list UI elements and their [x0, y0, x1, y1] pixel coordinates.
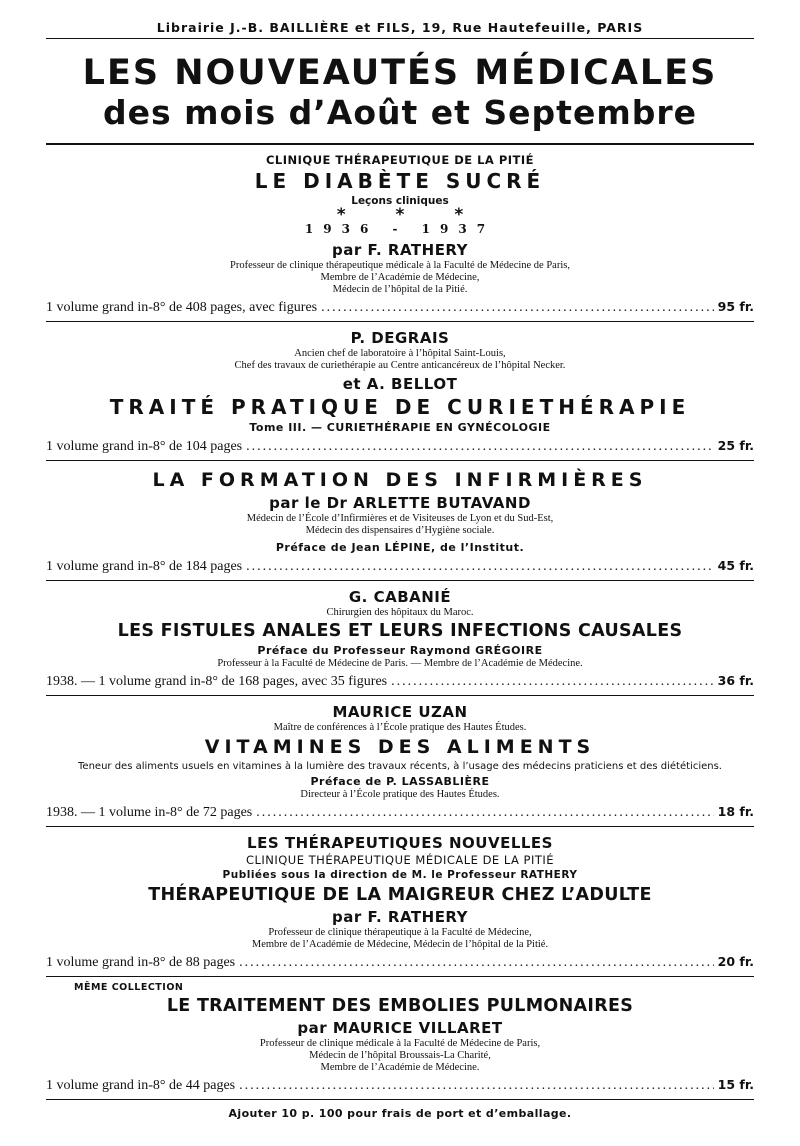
price: 18 fr.	[717, 804, 754, 819]
publisher-header: Librairie J.-B. BAILLIÈRE et FILS, 19, Rue Hautefeuille, PARIS	[156, 20, 644, 35]
collection-label: MÊME COLLECTION	[74, 982, 184, 993]
book-title: LE DIABÈTE SUCRÉ	[254, 169, 546, 193]
preface-desc: Professeur à la Faculté de Médecine de Paris. — Membre de l’Académie de Médecine.	[217, 658, 583, 669]
volume-line	[46, 672, 754, 691]
book-title: LE TRAITEMENT DES EMBOLIES PULMONAIRES	[166, 996, 634, 1016]
leader-dots	[239, 1077, 714, 1095]
leader-dots	[239, 954, 714, 972]
volume-text: 1 volume grand in-8° de 408 pages, avec figures	[46, 300, 318, 315]
author-desc: Professeur de clinique thérapeutique à la Faculté de Médecine,	[268, 927, 532, 938]
book-subtitle: Tome III. — CURIETHÉRAPIE EN GYNÉCOLOGIE	[249, 421, 551, 434]
leader-dots	[256, 804, 713, 822]
book-entry-maigreur	[46, 827, 754, 976]
book-overline: CLINIQUE THÉRAPEUTIQUE MÉDICALE DE LA PITIÉ	[245, 853, 555, 867]
book-author: par F. RATHERY	[331, 241, 469, 259]
author-desc: Ancien chef de laboratoire à l’hôpital Saint-Louis,	[294, 348, 506, 359]
page-subtitle: des mois d’Août et Septembre	[103, 93, 697, 132]
price: 45 fr.	[717, 558, 754, 573]
book-author: par le Dr ARLETTE BUTAVAND	[269, 494, 531, 512]
series-direction: Publiées sous la direction de M. le Professeur RATHERY	[222, 869, 578, 881]
book-preface: Préface de P. LASSABLIÈRE	[310, 775, 490, 788]
book-author: G. CABANIÉ	[348, 588, 452, 606]
author-desc: Membre de l’Académie de Médecine,	[320, 272, 480, 283]
stars-ornament: * * *	[336, 205, 486, 225]
book-entry-vitamines	[46, 696, 754, 826]
book-entry-fistules	[46, 581, 754, 695]
volume-text: 1 volume grand in-8° de 104 pages	[46, 439, 243, 454]
author-desc: Professeur de clinique médicale à la Faculté de Médecine de Paris,	[259, 1038, 541, 1049]
author-desc: Chirurgien des hôpitaux du Maroc.	[326, 607, 474, 618]
book-author: P. DEGRAIS	[350, 329, 450, 347]
author-desc: Médecin des dispensaires d’Hygiène sociale.	[305, 525, 495, 536]
book-entry-diabete	[46, 145, 754, 321]
book-entry-infirmieres	[46, 461, 754, 580]
volume-text: 1 volume grand in-8° de 44 pages	[46, 1078, 236, 1093]
author-desc: Professeur de clinique thérapeutique médicale à la Faculté de Médecine de Paris,	[230, 260, 570, 271]
volume-line	[46, 1076, 754, 1095]
book-author: par F. RATHERY	[331, 908, 469, 926]
leader-dots	[321, 299, 714, 317]
author-desc: Membre de l’Académie de Médecine.	[320, 1062, 480, 1073]
divider	[46, 1099, 754, 1100]
price: 15 fr.	[717, 1077, 754, 1092]
volume-text: 1 volume grand in-8° de 88 pages	[46, 955, 236, 970]
divider	[46, 38, 754, 39]
book-title: VITAMINES DES ALIMENTS	[204, 736, 596, 758]
author-desc: Maître de conférences à l’École pratique des Hautes Études.	[273, 722, 527, 733]
author-desc: Médecin de l’hôpital Broussais-La Charité,	[309, 1050, 491, 1061]
series-title: LES THÉRAPEUTIQUES NOUVELLES	[247, 834, 553, 852]
leader-dots	[246, 438, 714, 456]
book-subtitle: Leçons cliniques	[351, 195, 449, 207]
book-overline: CLINIQUE THÉRAPEUTIQUE DE LA PITIÉ	[265, 153, 535, 167]
price: 95 fr.	[717, 299, 754, 314]
volume-line	[46, 298, 754, 317]
book-author: par MAURICE VILLARET	[297, 1019, 503, 1037]
price: 20 fr.	[717, 954, 754, 969]
book-entry-embolies	[46, 977, 754, 1099]
book-subtitle: Teneur des aliments usuels en vitamines à la lumière des travaux récents, à l’usage des médecins praticiens et des diététiciens.	[78, 761, 722, 772]
volume-line	[46, 803, 754, 822]
book-entry-curietherapie	[46, 322, 754, 460]
book-preface: Préface de Jean LÉPINE, de l’Institut.	[275, 541, 525, 554]
leader-dots	[391, 673, 714, 691]
volume-line	[46, 557, 754, 576]
author-desc: Médecin de l’École d’Infirmières et de Visiteuses de Lyon et du Sud-Est,	[246, 513, 554, 524]
book-years: 1936 - 1937	[304, 222, 496, 236]
book-author: MAURICE UZAN	[332, 703, 468, 721]
book-coauthor: et A. BELLOT	[342, 375, 458, 393]
book-title: THÉRAPEUTIQUE DE LA MAIGREUR CHEZ L’ADULTE	[148, 885, 652, 905]
preface-desc: Directeur à l’École pratique des Hautes Études.	[300, 789, 500, 800]
price: 25 fr.	[717, 438, 754, 453]
volume-line	[46, 953, 754, 972]
leader-dots	[246, 558, 714, 576]
page-title: LES NOUVEAUTÉS MÉDICALES	[82, 53, 718, 93]
book-title: LES FISTULES ANALES ET LEURS INFECTIONS CAUSALES	[117, 621, 683, 641]
author-desc: Chef des travaux de curiethérapie au Centre anticancéreux de l’hôpital Necker.	[234, 360, 566, 371]
shipping-note: Ajouter 10 p. 100 pour frais de port et d’emballage.	[228, 1107, 572, 1120]
volume-line	[46, 437, 754, 456]
book-preface: Préface du Professeur Raymond GRÉGOIRE	[257, 644, 543, 657]
price: 36 fr.	[717, 673, 754, 688]
book-title: TRAITÉ PRATIQUE DE CURIETHÉRAPIE	[109, 395, 691, 419]
volume-text: 1 volume grand in-8° de 184 pages	[46, 559, 243, 574]
author-desc: Membre de l’Académie de Médecine, Médecin de l’hôpital de la Pitié.	[251, 939, 549, 950]
volume-text: 1938. — 1 volume in-8° de 72 pages	[46, 805, 253, 820]
author-desc: Médecin de l’hôpital de la Pitié.	[332, 284, 468, 295]
book-title: LA FORMATION DES INFIRMIÈRES	[152, 469, 648, 491]
volume-text: 1938. — 1 volume grand in-8° de 168 pages, avec 35 figures	[46, 674, 388, 689]
